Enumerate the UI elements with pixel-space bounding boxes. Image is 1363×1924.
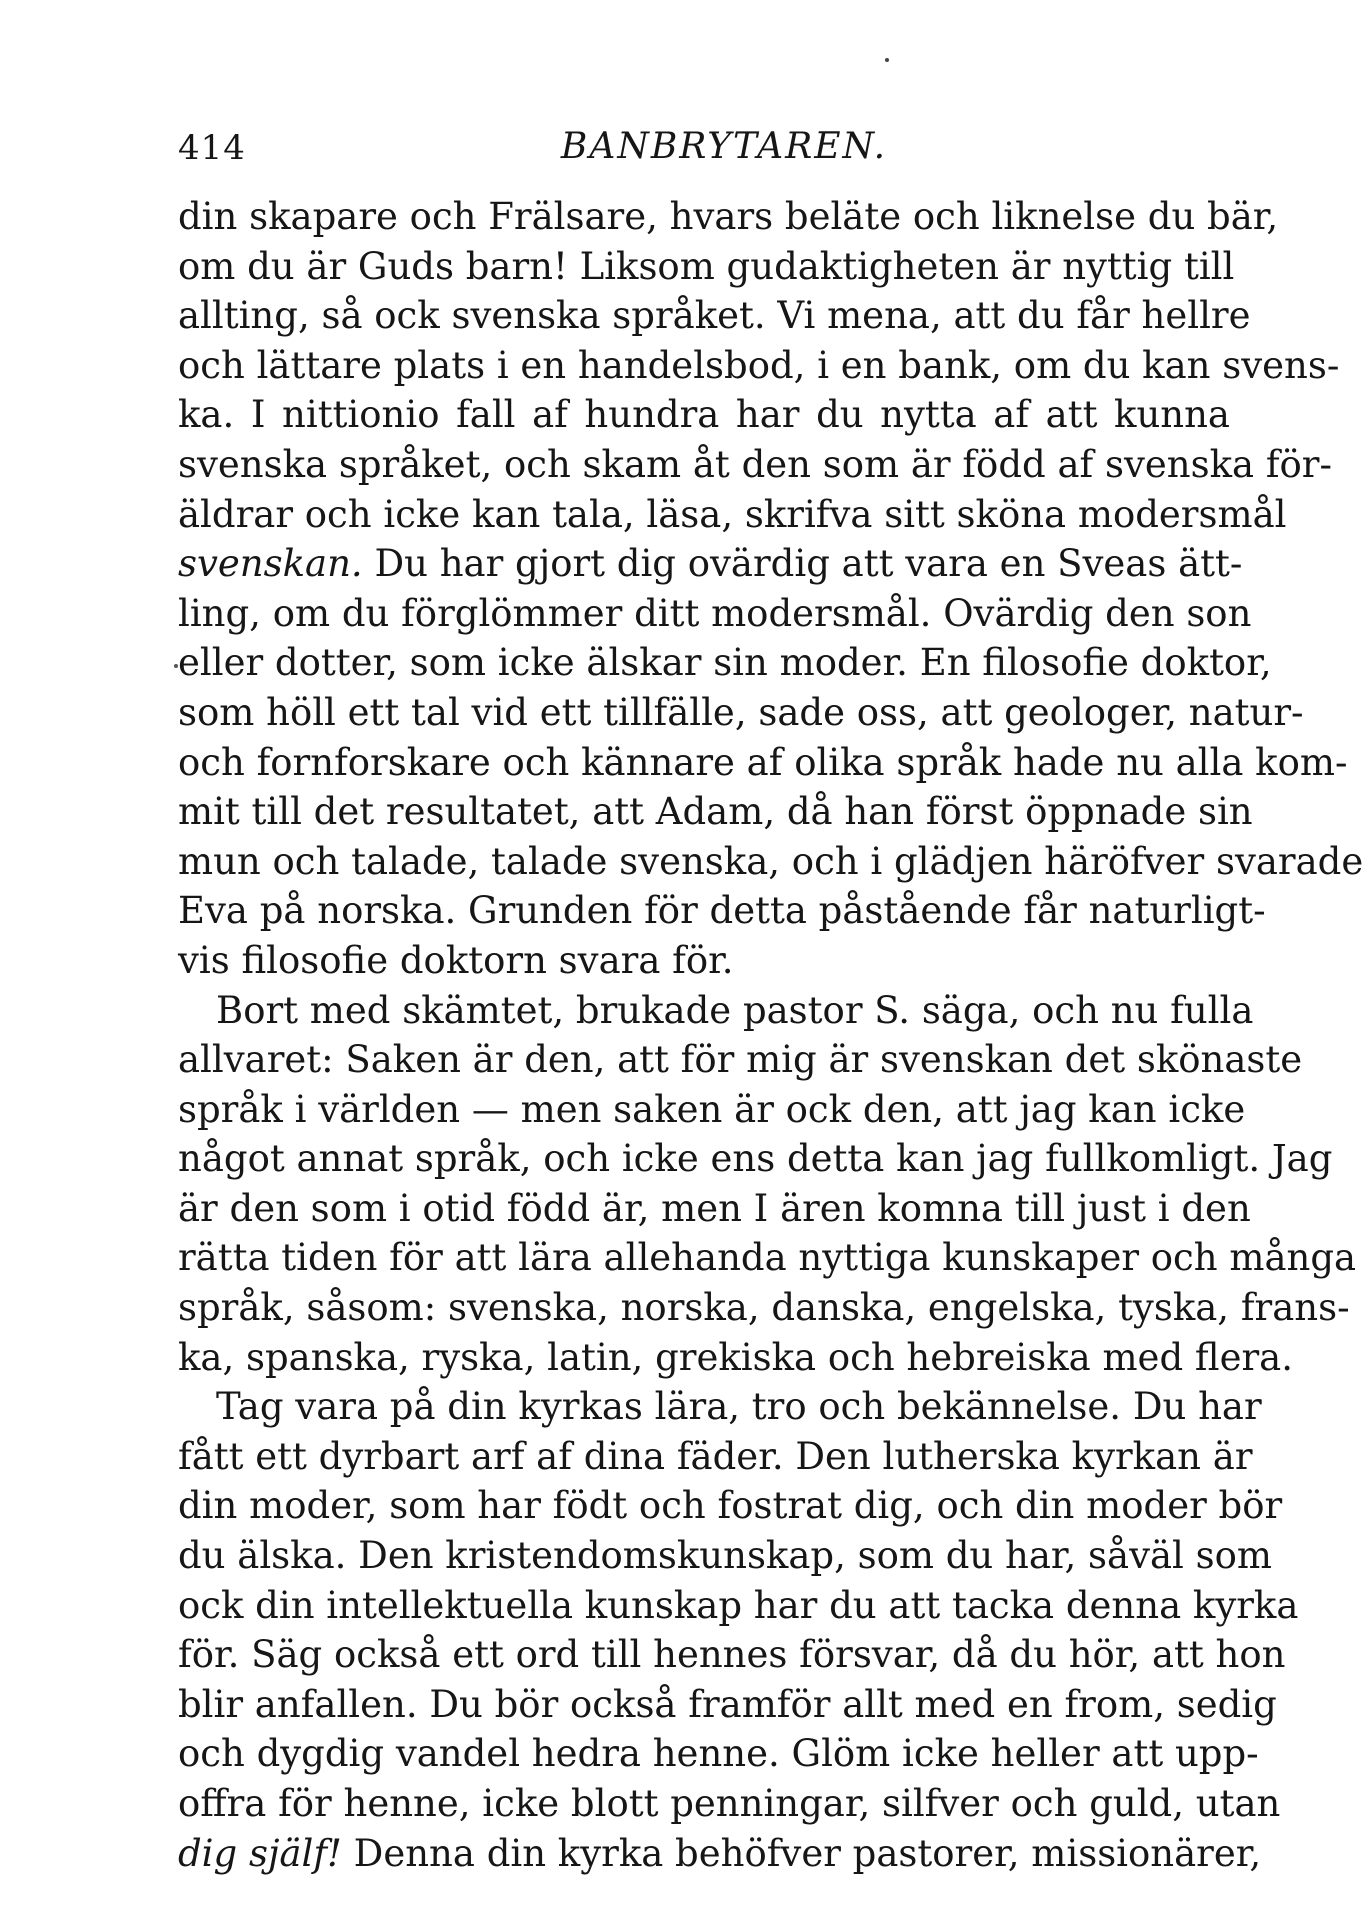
text-segment: svenska språket, och skam åt den som är född af svenska för- <box>178 442 1332 486</box>
paragraph <box>178 1382 1299 1878</box>
text-segment: Bort med skämtet, brukade pastor S. säga, och nu fulla <box>216 988 1254 1032</box>
text-segment: och lättare plats i en handelsbod, i en bank, om du kan svens- <box>178 343 1340 387</box>
text-line <box>178 1481 1283 1531</box>
text-segment: din moder, som har födt och fostrat dig, och din moder bör <box>178 1484 1283 1528</box>
text-segment: din skapare och Frälsare, hvars beläte och liknelse du bär, <box>178 195 1279 238</box>
text-line <box>178 1432 1253 1482</box>
text-line <box>178 986 1254 1036</box>
text-line <box>178 1035 1303 1085</box>
text-line <box>178 1779 1281 1829</box>
text-line <box>178 440 1332 490</box>
text-segment: blir anfallen. Du bör också framför allt med en from, sedig <box>178 1682 1277 1726</box>
text-segment: Denna din kyrka behöfver pastorer, missionärer, <box>341 1831 1262 1875</box>
text-line <box>178 1382 1262 1432</box>
text-segment: språk, såsom: svenska, norska, danska, engelska, tyska, frans- <box>178 1286 1350 1330</box>
text-line <box>178 589 1252 639</box>
text-segment: ka, spanska, ryska, latin, grekiska och hebreiska med flera. <box>178 1335 1293 1379</box>
text-line <box>178 490 1287 540</box>
text-line <box>178 1134 1333 1184</box>
text-segment: mun och talade, talade svenska, och i glädjen häröfver svarade <box>178 839 1363 883</box>
page-number: 414 <box>178 128 246 168</box>
print-speck <box>885 58 889 62</box>
text-segment: offra för henne, icke blott penningar, silfver och guld, utan <box>178 1782 1281 1825</box>
paragraph <box>178 986 1357 1383</box>
text-line <box>178 1283 1350 1333</box>
text-line <box>178 1829 1262 1879</box>
text-line <box>178 787 1253 837</box>
running-head <box>178 120 1230 180</box>
text-segment: rätta tiden för att lära allehanda nyttiga kunskaper och många <box>178 1236 1357 1280</box>
text-segment: allting, så ock svenska språket. Vi mena, att du får hellre <box>178 294 1251 338</box>
text-segment: språk i världen — men saken är ock den, att jag kan icke <box>178 1087 1246 1131</box>
text-line <box>178 1085 1246 1135</box>
text-line <box>178 1184 1251 1234</box>
text-line <box>178 1531 1272 1581</box>
paragraph <box>178 192 1363 986</box>
text-segment: mit till det resultatet, att Adam, då han först öppnade sin <box>178 790 1253 834</box>
italic-text: svenskan. <box>178 542 363 586</box>
text-line <box>178 390 1230 440</box>
text-line <box>178 936 1230 986</box>
text-segment: allvaret: Saken är den, att för mig är svenskan det skönaste <box>178 1038 1303 1082</box>
text-segment: som höll ett tal vid ett tillfälle, sade oss, att geologer, natur- <box>178 690 1304 734</box>
text-segment: om du är Guds barn! Liksom gudaktigheten är nyttig till <box>178 244 1235 288</box>
text-line <box>178 1630 1286 1680</box>
text-line <box>178 341 1340 391</box>
text-segment: något annat språk, och icke ens detta kan jag fullkomligt. Jag <box>178 1137 1333 1181</box>
text-line <box>178 1333 1293 1383</box>
text-line <box>178 242 1235 292</box>
text-line <box>178 1729 1259 1779</box>
text-segment: Du har gjort dig ovärdig att vara en Sveas ätt- <box>362 542 1243 586</box>
text-line <box>178 688 1304 738</box>
text-segment: du älska. Den kristendomskunskap, som du har, såväl som <box>178 1534 1272 1578</box>
italic-text: dig själf! <box>178 1831 342 1875</box>
text-line <box>178 539 1243 589</box>
text-segment: eller dotter, som icke älskar sin moder. En filosofie doktor, <box>178 641 1272 685</box>
text-segment: ka. I nittionio fall af hundra har du nytta af att kunna <box>178 393 1230 437</box>
text-segment: fått ett dyrbart arf af dina fäder. Den lutherska kyrkan är <box>178 1434 1253 1478</box>
text-segment: och dygdig vandel hedra henne. Glöm icke heller att upp- <box>178 1732 1259 1776</box>
text-segment: ling, om du förglömmer ditt modersmål. Ovärdig den son <box>178 591 1252 635</box>
running-title: BANBRYTAREN. <box>560 126 888 167</box>
text-segment: vis filosofie doktorn svara för. <box>178 938 734 982</box>
text-line <box>178 192 1279 242</box>
text-line <box>178 1233 1357 1283</box>
text-line <box>178 886 1266 936</box>
text-segment: Eva på norska. Grunden för detta påstående får naturligt- <box>178 889 1266 933</box>
text-segment: ock din intellektuella kunskap har du att tacka denna kyrka <box>178 1583 1299 1627</box>
text-line <box>178 291 1251 341</box>
text-segment: Tag vara på din kyrkas lära, tro och bekännelse. Du har <box>216 1385 1262 1429</box>
text-segment: är den som i otid född är, men I ären komna till just i den <box>178 1186 1251 1230</box>
text-segment: och fornforskare och kännare af olika språk hade nu alla kom- <box>178 740 1348 784</box>
text-segment: för. Säg också ett ord till hennes försvar, då du hör, att hon <box>178 1633 1286 1677</box>
text-line <box>178 638 1272 688</box>
text-line <box>178 837 1363 887</box>
text-line <box>178 738 1348 788</box>
text-segment: äldrar och icke kan tala, läsa, skrifva sitt sköna modersmål <box>178 492 1287 536</box>
body-text <box>178 192 1363 1878</box>
text-line <box>178 1581 1299 1631</box>
text-line <box>178 1680 1277 1730</box>
